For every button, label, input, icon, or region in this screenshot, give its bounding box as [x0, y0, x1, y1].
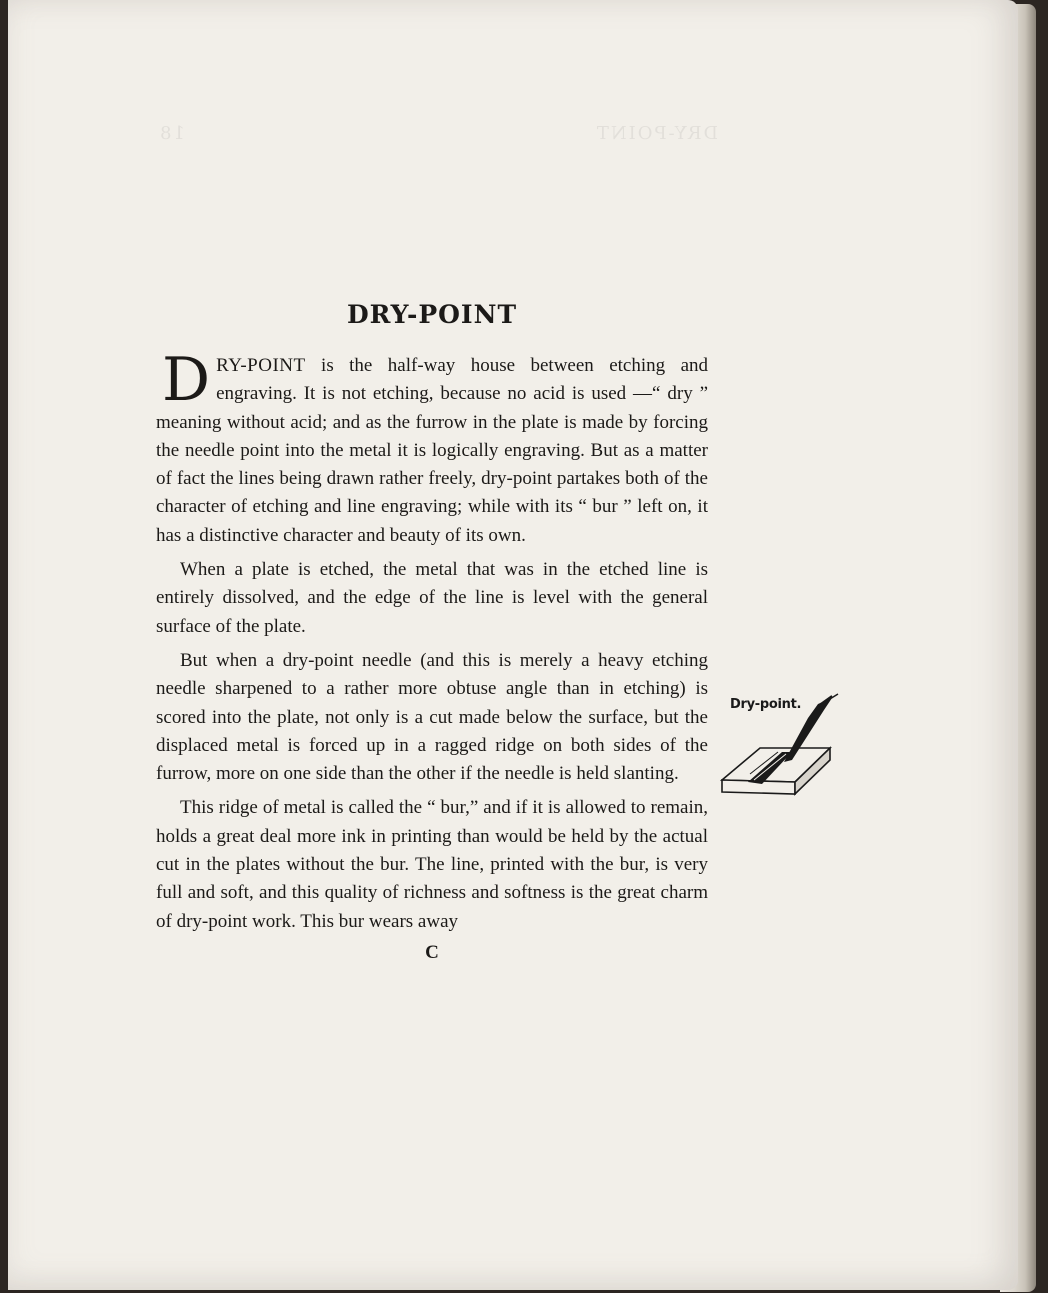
- paragraph-1: [156, 345, 708, 550]
- signature-mark: C: [425, 941, 439, 963]
- dry-point-figure: [720, 690, 845, 800]
- page-content: [156, 300, 708, 964]
- paragraph-2: When a plate is etched, the metal that was in the etched line is entirely dissolved, and the edge of the line is level with the general surface of the plate.: [156, 559, 708, 637]
- book-page: [8, 0, 1018, 1290]
- drop-cap: D: [162, 345, 211, 415]
- bleed-page-number: 18: [158, 123, 185, 144]
- small-caps-lead: RY-POINT: [216, 355, 306, 376]
- paragraph-4: This ridge of metal is called the “ bur,” and if it is allowed to remain, holds a great deal more ink in printing than would be held by the actual cut in the plates without the bur. The line, printed with the bur, is very full and soft, and this quality of richness and softness is the great charm of dry-point work. This bur wears away: [156, 797, 708, 932]
- paragraph-3: But when a dry-point needle (and this is merely a heavy etching needle sharpened to a rather more obtuse angle than in etching) is scored into the plate, not only is a cut made below the surface, but the displaced metal is forced up in a ragged ridge on both sides of the furrow, more on one side than the other if the needle is held slanting.: [156, 649, 708, 785]
- paragraph-1-text: is the half-way house between etching and engraving. It is not etching, because no acid is used —“ dry ” meaning without acid; and as the furrow in the plate is made by forcing the needle point into the metal it is logically engraving. But as a matter of fact the lines being drawn rather freely, dry-point partakes both of the character of etching and line engraving; while with its “ bur ” left on, it has a distinctive character and beauty of its own.: [156, 355, 708, 546]
- figure-label: Dry-point.: [730, 697, 802, 712]
- bleed-header: DRY-POINT: [594, 123, 718, 144]
- page-title: DRY-POINT: [346, 300, 518, 329]
